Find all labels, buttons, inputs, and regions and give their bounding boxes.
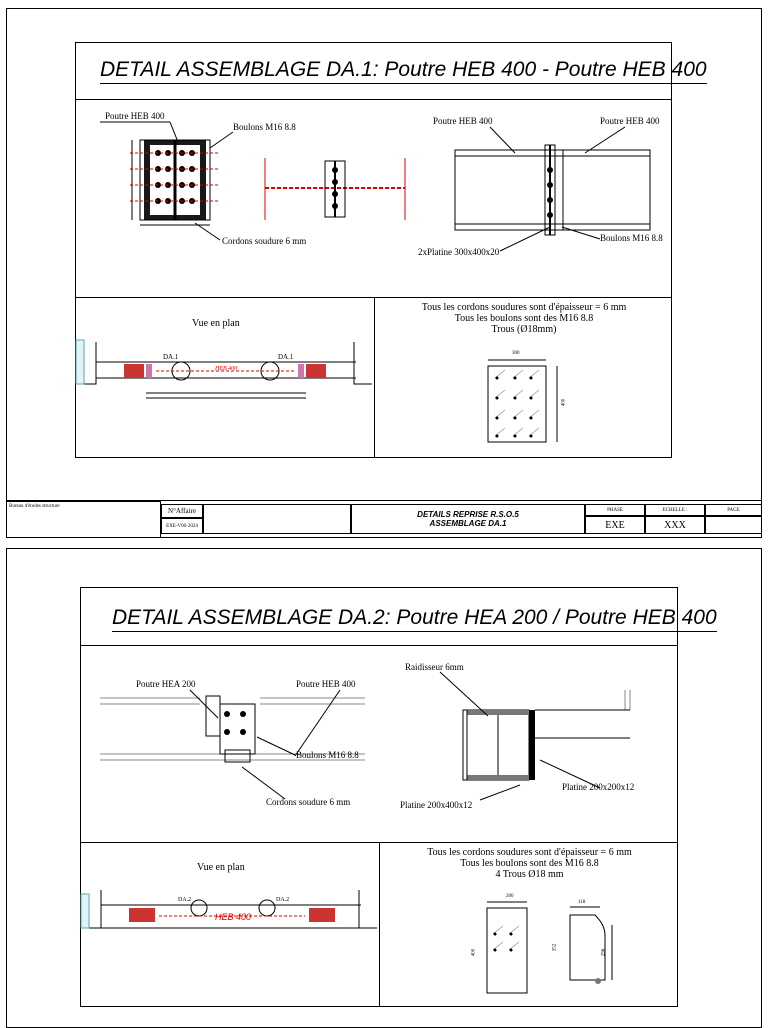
label-poutre-heb-400-s2: Poutre HEB 400 <box>296 679 356 689</box>
echelle-label: ECHELLE : <box>645 504 705 516</box>
drawing-title-line-2: ASSEMBLAGE DA.1 <box>429 519 507 528</box>
dim-296: 296 <box>601 948 607 957</box>
plate-200x400-drawing <box>475 900 545 1000</box>
label-da2-left: DA.2 <box>178 897 192 903</box>
label-platine-200x200: Platine 200x200x12 <box>562 782 635 792</box>
note-boulons-s2: Tous les boulons sont des M16 8.8 <box>460 858 599 869</box>
dim-352: 352 <box>552 943 558 952</box>
notes-sheet-2 <box>381 847 678 880</box>
echelle-value: XXX <box>645 516 705 534</box>
stiffener-plate-drawing <box>560 905 620 995</box>
label-platine-200x400: Platine 200x400x12 <box>400 800 473 810</box>
label-da1-left: DA.1 <box>163 353 179 361</box>
note-trous: Trous (Ø18mm) <box>491 324 557 335</box>
plate-300x400-drawing <box>485 358 570 448</box>
label-heb-plan: HEB 400 <box>215 366 238 372</box>
notes-sheet-1 <box>376 302 672 335</box>
label-poutre-heb-400-a: Poutre HEB 400 <box>433 116 493 126</box>
label-da1-right: DA.1 <box>278 353 294 361</box>
sheet-1-title: DETAIL ASSEMBLAGE DA.1: Poutre HEB 400 - Poutre HEB 400 <box>100 58 707 84</box>
label-cordons-s2: Cordons soudure 6 mm <box>266 797 351 807</box>
label-boulons: Boulons M16 8.8 <box>233 122 296 132</box>
label-heb-plan-s2: HEB 400 <box>215 912 252 922</box>
phase-value: EXE <box>585 516 645 534</box>
label-poutre-heb-400: Poutre HEB 400 <box>105 111 165 121</box>
note-cordons-s2: Tous les cordons soudures sont d'épaisseur = 6 mm <box>427 847 632 858</box>
dim-200: 200 <box>506 894 514 899</box>
drawing-title-cell <box>351 504 585 534</box>
title-block-blank <box>203 504 351 534</box>
label-platine: 2xPlatine 300x400x20 <box>418 247 500 257</box>
plan-view-drawing <box>76 340 374 405</box>
page-label: PAGE <box>705 504 762 516</box>
label-boulons-right: Boulons M16 8.8 <box>600 233 663 243</box>
sheet-2-title: DETAIL ASSEMBLAGE DA.2: Poutre HEA 200 / Poutre HEB 400 <box>112 606 717 632</box>
n-affaire-value: EXE-V00-2024 <box>161 518 203 534</box>
n-affaire-label: N°Affaire <box>161 504 203 518</box>
dim-400-s2: 400 <box>471 948 477 957</box>
label-vue-en-plan: Vue en plan <box>192 318 240 329</box>
dim-300: 300 <box>512 351 520 356</box>
label-raidisseur: Raidisseur 6mm <box>405 662 464 672</box>
dim-118: 118 <box>578 900 586 905</box>
note-trous-s2: 4 Trous Ø18 mm <box>495 869 564 880</box>
drawing-title-line-1: DETAILS REPRISE R.S.O.5 <box>417 510 519 519</box>
dim-400: 400 <box>561 398 567 407</box>
note-cordons: Tous les cordons soudures sont d'épaisseur = 6 mm <box>421 302 627 313</box>
label-poutre-hea-200: Poutre HEA 200 <box>136 679 196 689</box>
page-value <box>705 516 762 534</box>
label-cordons-soudure: Cordons soudure 6 mm <box>222 236 307 246</box>
label-da2-right: DA.2 <box>276 897 290 903</box>
side-elevation-drawing <box>265 158 415 223</box>
title-block-office: Bureau d'études structure <box>6 501 161 538</box>
label-vue-en-plan-s2: Vue en plan <box>197 862 245 873</box>
label-boulons-s2: Boulons M16 8.8 <box>296 750 359 760</box>
note-boulons: Tous les boulons sont des M16 8.8 <box>454 313 594 324</box>
label-poutre-heb-400-b: Poutre HEB 400 <box>600 116 660 126</box>
phase-label: PHASE <box>585 504 645 516</box>
